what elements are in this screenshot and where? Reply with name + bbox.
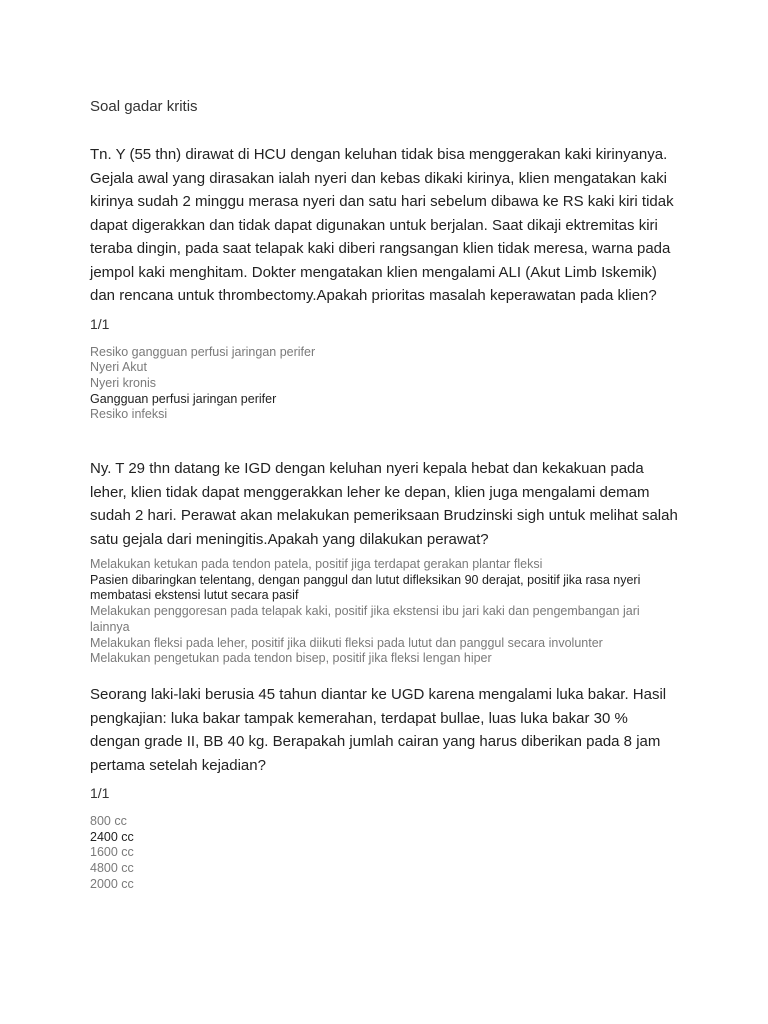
question-1 (90, 143, 680, 423)
question-text: Ny. T 29 thn datang ke IGD dengan keluhan nyeri kepala hebat dan kekakuan pada leher, klien tidak dapat menggerakkan leher ke depan, klien juga mengalami demam sudah 2 hari. Perawat akan melakukan pemeriksaan Brudzinski sigh untuk melihat salah satu gejala dari meningitis.Apakah yang dilakukan perawat? (90, 460, 678, 548)
answer-option-selected: Pasien dibaringkan telentang, dengan panggul dan lutut difleksikan 90 derajat, positif jika rasa nyeri membatasi ekstensi lutut secara pasif (90, 572, 641, 603)
answer-option: 800 cc (90, 814, 127, 828)
answer-option: Resiko infeksi (90, 407, 168, 422)
answer-options (90, 345, 680, 424)
question-score: 1/1 (90, 785, 110, 801)
answer-options (90, 814, 680, 893)
question-text: Seorang laki-laki berusia 45 tahun diantar ke UGD karena mengalami luka bakar. Hasil pengkajian: luka bakar tampak kemerahan, terdapat bullae, luas luka bakar 30 % dengan grade II, BB 40 kg. Berapakah jumlah cairan yang harus diberikan pada 8 jam pertama setelah kejadian? (90, 686, 667, 774)
answer-option: Resiko gangguan perfusi jaringan perifer (90, 344, 316, 359)
answer-option: Nyeri Akut (90, 360, 147, 375)
answer-option: Nyeri kronis (90, 375, 156, 390)
question-3 (90, 683, 680, 893)
question-score: 1/1 (90, 315, 110, 332)
answer-option: Melakukan fleksi pada leher, positif jika diikuti fleksi pada lutut dan panggul secara involunter (90, 635, 603, 650)
document-title: Soal gadar kritis (90, 98, 198, 115)
answer-option-selected: 2400 cc (90, 829, 134, 844)
question-text: Tn. Y (55 thn) dirawat di HCU dengan keluhan tidak bisa menggerakan kaki kirinyanya. Gejala awal yang dirasakan ialah nyeri dan kebas dikaki kirinya, klien mengatakan kaki kirinya sudah 2 minggu merasa nyeri dan satu hari sebelum dibawa ke RS kaki kiri tidak dapat digerakkan dan tidak dapat digunakan untuk berjalan. Saat dikaji ektremitas kiri teraba dingin, pada saat telapak kaki diberi rangsangan klien tidak meresa, warna pada jempol kaki menghitam. Dokter mengatakan klien mengalami ALI (Akut Limb Iskemik) dan rencana untuk thrombectomy.Apakah prioritas masalah keperawatan pada klien? (90, 146, 674, 304)
answer-option: 4800 cc (90, 861, 134, 876)
answer-option-selected: Gangguan perfusi jaringan perifer (90, 391, 277, 406)
answer-option: Melakukan ketukan pada tendon patela, positif jiga terdapat gerakan plantar fleksi (90, 557, 543, 571)
answer-option: 1600 cc (90, 845, 134, 860)
question-2 (90, 457, 680, 667)
answer-option: Melakukan penggoresan pada telapak kaki, positif jika ekstensi ibu jari kaki dan pengembangan jari lainnya (90, 604, 640, 634)
answer-option: 2000 cc (90, 876, 134, 891)
answer-option: Melakukan pengetukan pada tendon bisep, positif jika fleksi lengan hiper (90, 651, 492, 666)
answer-options (90, 557, 680, 667)
